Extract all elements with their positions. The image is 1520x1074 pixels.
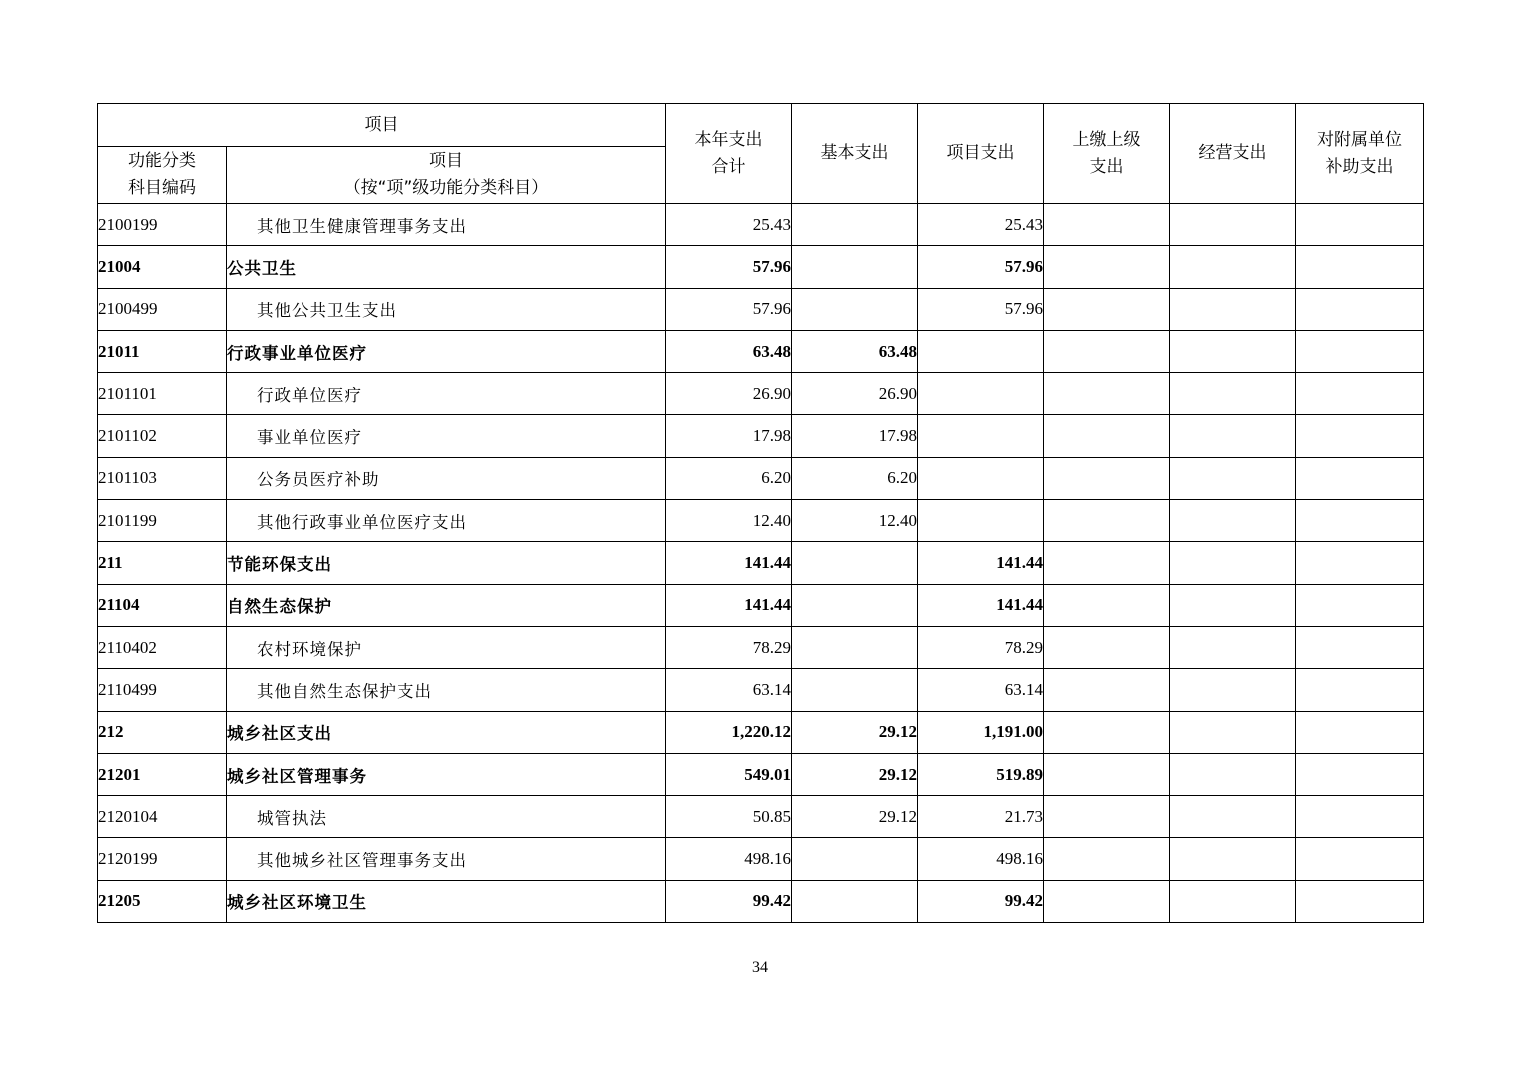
cell-code: 21205	[98, 880, 227, 922]
cell-business	[1170, 373, 1296, 415]
table-row	[98, 415, 1424, 457]
cell-code: 2120104	[98, 796, 227, 838]
header-item: 项目 （按“项”级功能分类科目）	[227, 147, 666, 204]
cell-subsidy	[1296, 288, 1424, 330]
cell-project: 99.42	[918, 880, 1044, 922]
cell-upper	[1044, 669, 1170, 711]
cell-name: 行政事业单位医疗	[227, 330, 666, 372]
cell-basic	[792, 288, 918, 330]
header-basic: 基本支出	[792, 104, 918, 204]
cell-subsidy	[1296, 457, 1424, 499]
cell-subsidy	[1296, 373, 1424, 415]
cell-business	[1170, 415, 1296, 457]
cell-name: 节能环保支出	[227, 542, 666, 584]
cell-name: 城乡社区环境卫生	[227, 880, 666, 922]
page-number: 34	[752, 959, 768, 976]
cell-total: 17.98	[666, 415, 792, 457]
table-row	[98, 457, 1424, 499]
cell-basic	[792, 246, 918, 288]
header-subsidy: 对附属单位 补助支出	[1296, 104, 1424, 204]
cell-upper	[1044, 500, 1170, 542]
table-row	[98, 880, 1424, 922]
table-row	[98, 330, 1424, 372]
cell-code: 2110499	[98, 669, 227, 711]
cell-project	[918, 330, 1044, 372]
cell-business	[1170, 584, 1296, 626]
table-row	[98, 626, 1424, 668]
cell-basic	[792, 584, 918, 626]
cell-code: 2101199	[98, 500, 227, 542]
cell-code: 212	[98, 711, 227, 753]
cell-code: 2110402	[98, 626, 227, 668]
cell-upper	[1044, 542, 1170, 584]
cell-business	[1170, 626, 1296, 668]
cell-subsidy	[1296, 753, 1424, 795]
table-row	[98, 204, 1424, 246]
cell-name: 其他公共卫生支出	[227, 288, 666, 330]
cell-total: 63.14	[666, 669, 792, 711]
cell-basic	[792, 204, 918, 246]
cell-subsidy	[1296, 796, 1424, 838]
cell-subsidy	[1296, 330, 1424, 372]
table-row	[98, 711, 1424, 753]
cell-business	[1170, 204, 1296, 246]
cell-code: 211	[98, 542, 227, 584]
cell-basic: 6.20	[792, 457, 918, 499]
cell-project	[918, 373, 1044, 415]
cell-total: 1,220.12	[666, 711, 792, 753]
cell-basic	[792, 669, 918, 711]
cell-name: 其他城乡社区管理事务支出	[227, 838, 666, 880]
cell-basic: 12.40	[792, 500, 918, 542]
cell-business	[1170, 753, 1296, 795]
cell-project: 519.89	[918, 753, 1044, 795]
cell-subsidy	[1296, 542, 1424, 584]
cell-total: 78.29	[666, 626, 792, 668]
cell-code: 21004	[98, 246, 227, 288]
cell-upper	[1044, 204, 1170, 246]
header-code: 功能分类 科目编码	[98, 147, 227, 204]
cell-total: 57.96	[666, 246, 792, 288]
cell-upper	[1044, 711, 1170, 753]
cell-project: 141.44	[918, 542, 1044, 584]
cell-total: 549.01	[666, 753, 792, 795]
cell-name: 其他自然生态保护支出	[227, 669, 666, 711]
cell-subsidy	[1296, 838, 1424, 880]
header-project-group: 项目	[98, 104, 666, 147]
cell-code: 2101102	[98, 415, 227, 457]
cell-project: 57.96	[918, 246, 1044, 288]
cell-subsidy	[1296, 711, 1424, 753]
cell-project: 78.29	[918, 626, 1044, 668]
cell-subsidy	[1296, 204, 1424, 246]
cell-project: 21.73	[918, 796, 1044, 838]
cell-code: 21104	[98, 584, 227, 626]
cell-business	[1170, 500, 1296, 542]
cell-project: 25.43	[918, 204, 1044, 246]
cell-subsidy	[1296, 626, 1424, 668]
cell-code: 2100199	[98, 204, 227, 246]
cell-total: 25.43	[666, 204, 792, 246]
cell-code: 2101103	[98, 457, 227, 499]
cell-subsidy	[1296, 669, 1424, 711]
cell-subsidy	[1296, 415, 1424, 457]
table-row	[98, 373, 1424, 415]
table-row	[98, 838, 1424, 880]
cell-project	[918, 500, 1044, 542]
cell-upper	[1044, 330, 1170, 372]
cell-code: 2120199	[98, 838, 227, 880]
cell-name: 其他卫生健康管理事务支出	[227, 204, 666, 246]
cell-upper	[1044, 796, 1170, 838]
cell-project	[918, 457, 1044, 499]
cell-project	[918, 415, 1044, 457]
cell-total: 141.44	[666, 542, 792, 584]
header-business: 经营支出	[1170, 104, 1296, 204]
cell-name: 公务员医疗补助	[227, 457, 666, 499]
cell-total: 57.96	[666, 288, 792, 330]
cell-subsidy	[1296, 880, 1424, 922]
cell-basic: 29.12	[792, 711, 918, 753]
cell-name: 城乡社区管理事务	[227, 753, 666, 795]
cell-basic: 29.12	[792, 753, 918, 795]
cell-name: 城管执法	[227, 796, 666, 838]
cell-subsidy	[1296, 500, 1424, 542]
cell-project: 1,191.00	[918, 711, 1044, 753]
cell-name: 其他行政事业单位医疗支出	[227, 500, 666, 542]
cell-total: 12.40	[666, 500, 792, 542]
cell-basic	[792, 838, 918, 880]
cell-name: 城乡社区支出	[227, 711, 666, 753]
cell-upper	[1044, 880, 1170, 922]
cell-code: 2100499	[98, 288, 227, 330]
cell-project: 498.16	[918, 838, 1044, 880]
cell-name: 自然生态保护	[227, 584, 666, 626]
table-row	[98, 753, 1424, 795]
cell-total: 50.85	[666, 796, 792, 838]
header-total: 本年支出 合计	[666, 104, 792, 204]
cell-total: 63.48	[666, 330, 792, 372]
cell-upper	[1044, 246, 1170, 288]
cell-subsidy	[1296, 584, 1424, 626]
cell-upper	[1044, 584, 1170, 626]
header-upper: 上缴上级 支出	[1044, 104, 1170, 204]
cell-total: 26.90	[666, 373, 792, 415]
cell-business	[1170, 246, 1296, 288]
header-project: 项目支出	[918, 104, 1044, 204]
cell-total: 6.20	[666, 457, 792, 499]
cell-project: 63.14	[918, 669, 1044, 711]
cell-basic: 63.48	[792, 330, 918, 372]
table-row	[98, 796, 1424, 838]
cell-basic	[792, 880, 918, 922]
cell-total: 141.44	[666, 584, 792, 626]
cell-upper	[1044, 626, 1170, 668]
cell-upper	[1044, 373, 1170, 415]
cell-basic	[792, 542, 918, 584]
cell-name: 行政单位医疗	[227, 373, 666, 415]
cell-project: 141.44	[918, 584, 1044, 626]
cell-basic: 17.98	[792, 415, 918, 457]
table-row	[98, 584, 1424, 626]
cell-basic: 29.12	[792, 796, 918, 838]
cell-total: 99.42	[666, 880, 792, 922]
cell-upper	[1044, 457, 1170, 499]
cell-business	[1170, 711, 1296, 753]
cell-code: 21201	[98, 753, 227, 795]
table-row	[98, 542, 1424, 584]
table-row	[98, 288, 1424, 330]
cell-basic	[792, 626, 918, 668]
table-row	[98, 246, 1424, 288]
cell-name: 事业单位医疗	[227, 415, 666, 457]
cell-upper	[1044, 415, 1170, 457]
table-body	[98, 204, 1424, 923]
cell-business	[1170, 457, 1296, 499]
cell-subsidy	[1296, 246, 1424, 288]
cell-upper	[1044, 288, 1170, 330]
cell-business	[1170, 288, 1296, 330]
cell-code: 21011	[98, 330, 227, 372]
cell-code: 2101101	[98, 373, 227, 415]
cell-upper	[1044, 838, 1170, 880]
cell-name: 农村环境保护	[227, 626, 666, 668]
cell-basic: 26.90	[792, 373, 918, 415]
cell-business	[1170, 796, 1296, 838]
cell-project: 57.96	[918, 288, 1044, 330]
cell-business	[1170, 880, 1296, 922]
table-row	[98, 669, 1424, 711]
expenditure-table	[97, 103, 1424, 923]
cell-business	[1170, 542, 1296, 584]
cell-name: 公共卫生	[227, 246, 666, 288]
cell-business	[1170, 330, 1296, 372]
cell-business	[1170, 838, 1296, 880]
table-row	[98, 500, 1424, 542]
cell-business	[1170, 669, 1296, 711]
cell-upper	[1044, 753, 1170, 795]
cell-total: 498.16	[666, 838, 792, 880]
